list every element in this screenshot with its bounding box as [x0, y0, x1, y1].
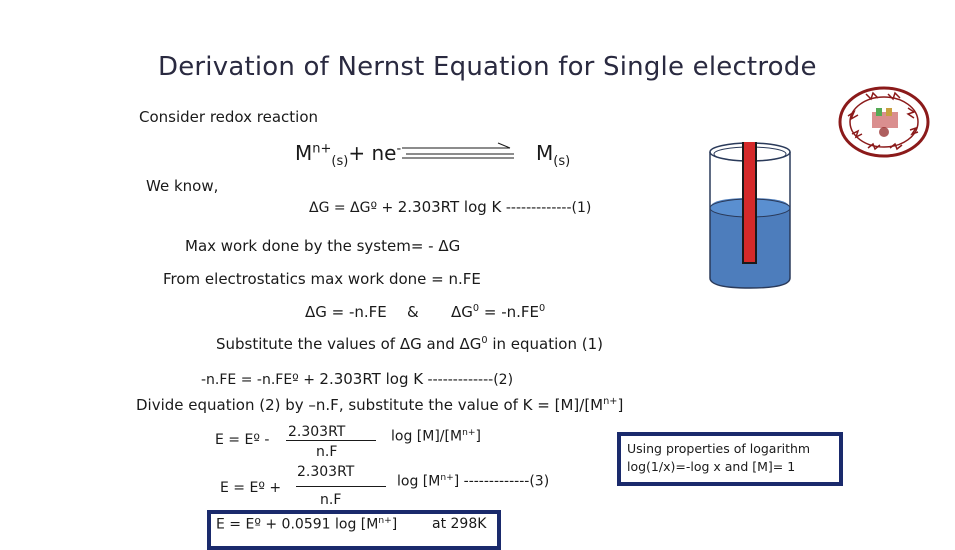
- equation-1: ΔG = ΔGº + 2.303RT log K -------------(1): [309, 198, 592, 216]
- frac1-rhs: $\log [M]/[M^{n+}]$: [391, 428, 481, 445]
- frac1-numerator: 2.303RT: [288, 424, 346, 440]
- frac1-lhs: E = Eº -: [215, 432, 270, 448]
- equilibrium-arrows: [398, 140, 518, 164]
- frac1-denominator: n.F: [316, 444, 338, 460]
- substitute-text: Substitute the values of ΔG and $\Delta G^0$ in equation (1): [216, 335, 604, 353]
- frac2-rhs: $\log [M^{n+}]$ -------------(3): [397, 473, 550, 490]
- we-know-text: We know,: [146, 177, 219, 195]
- consider-text: Consider redox reaction: [139, 108, 319, 126]
- logarithm-note: Using properties of logarithm log(1/x)=-log x and [M]= 1: [627, 441, 811, 474]
- final-equation: E = Eº + 0.0591 $\log [M^{n+}]$: [216, 516, 398, 533]
- final-temperature: at 298K: [432, 516, 487, 532]
- electrode-beaker-diagram: [700, 142, 800, 294]
- frac2-lhs: E = Eº +: [220, 480, 282, 496]
- ampersand: &: [407, 303, 419, 321]
- equation-2: -n.FE = -n.FEº + 2.303RT log K -------------(2): [201, 370, 514, 388]
- slide-title: Derivation of Nernst Equation for Single electrode: [158, 52, 817, 82]
- dg-equation-b: $\Delta G^0 = -n.FE^0$: [451, 303, 546, 321]
- frac2-numerator: 2.303RT: [297, 464, 355, 480]
- frac2-line: [296, 486, 386, 487]
- reaction-right: $M_{(s)}$: [536, 141, 571, 169]
- dg-equation-a: ΔG = -n.FE: [305, 303, 387, 321]
- electrostatics-text: From electrostatics max work done = n.FE: [163, 270, 481, 288]
- metal-electrode: [744, 142, 755, 262]
- max-work-text: Max work done by the system= - ΔG: [185, 237, 461, 255]
- divide-text: Divide equation (2) by –n.F, substitute the value of $K = [M]/[M^{n+}]$: [136, 396, 624, 414]
- reaction-left: $M^{n+}_{(s)}+ ne^-$: [295, 141, 402, 169]
- frac2-denominator: n.F: [320, 492, 342, 508]
- frac1-line: [286, 440, 376, 441]
- institution-logo: [838, 86, 930, 158]
